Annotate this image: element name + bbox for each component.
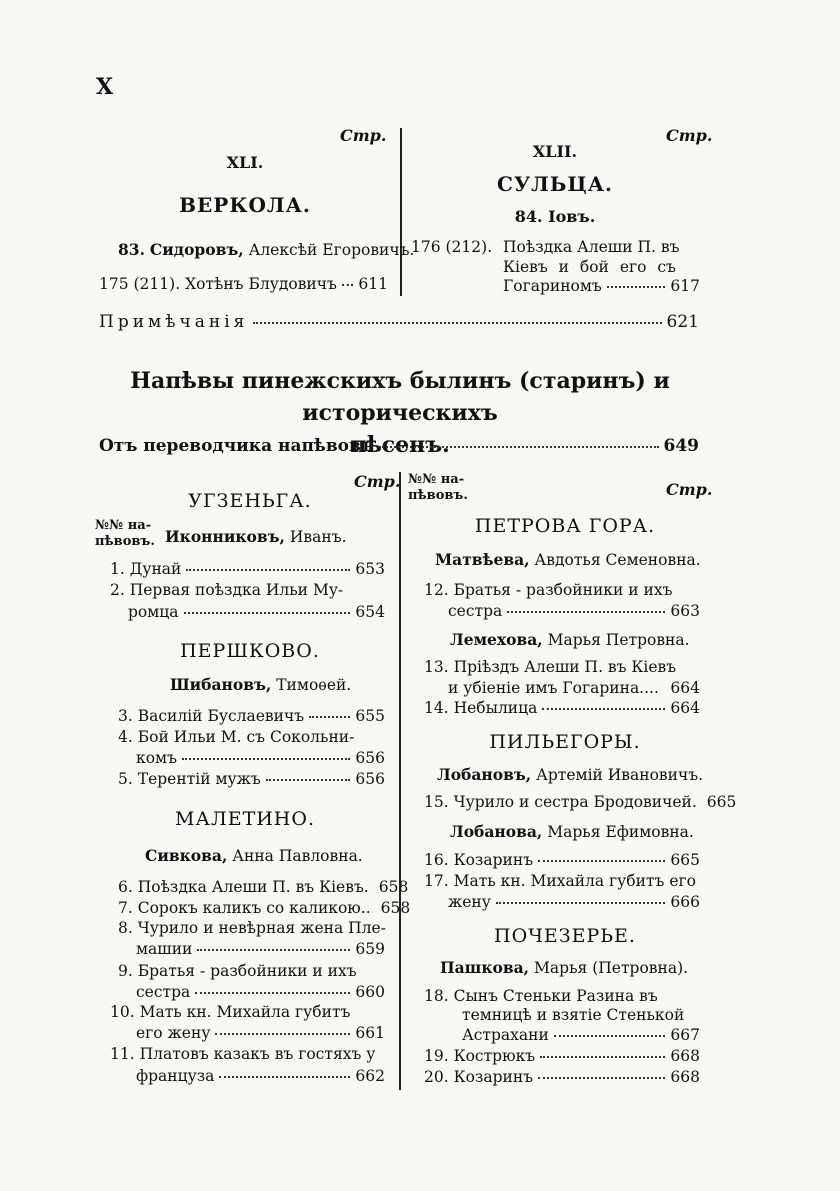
entry-number: 9. — [118, 962, 133, 980]
leader-dots — [197, 949, 350, 951]
page-label-right: Стр. — [666, 480, 713, 499]
toc-entry-18-line1 — [424, 987, 658, 1005]
toc-entry-20 — [424, 1068, 700, 1086]
toc-entry-12-line1 — [424, 581, 672, 599]
toc-entry-1 — [110, 560, 385, 578]
leader-dots — [342, 284, 354, 286]
singer-given-name: Анна Павловна. — [232, 847, 363, 865]
toc-entry-11-line2 — [136, 1067, 385, 1085]
entry-page: 662 — [355, 1067, 385, 1085]
top-column-divider — [400, 128, 402, 296]
leader-dots — [538, 860, 665, 862]
entry-176-text1: Поѣздка Алеши П. въ — [503, 238, 680, 256]
singer-sidorov — [118, 240, 414, 259]
leader-dots — [309, 716, 350, 718]
entry-number: 7. — [118, 899, 133, 917]
toc-entry-13-line2 — [448, 679, 700, 697]
entry-page: 661 — [355, 1024, 385, 1042]
entry-title: Небылица — [453, 699, 538, 717]
entry-page: 663 — [670, 602, 700, 620]
entry-page: 660 — [355, 983, 385, 1001]
entry-176-text3: Гогариномъ — [503, 277, 602, 295]
singer-iov: 84. Іовъ. — [514, 207, 596, 226]
entry-title: Кострюкъ — [453, 1047, 536, 1065]
singer-surname: Иконниковъ, — [165, 527, 285, 546]
entry-page: 659 — [355, 940, 385, 958]
entry-number: 16. — [424, 851, 449, 869]
entry-number: 4. — [118, 728, 133, 746]
entry-number: 12. — [424, 581, 449, 599]
leader-dots — [542, 708, 665, 710]
page-label-top-right: Стр. — [666, 126, 713, 145]
leader-dots — [215, 1033, 350, 1035]
village-heading-verkola: ВЕРКОЛА. — [179, 193, 311, 217]
entry-176-line3 — [503, 277, 700, 295]
entry-title: Чурило и невѣрная жена Пле- — [137, 919, 386, 937]
entry-title: Сынъ Стеньки Разина въ — [453, 987, 658, 1005]
toc-entry-9-line2 — [136, 983, 385, 1001]
toc-entry-11-line1 — [110, 1045, 375, 1063]
entry-title: Мать кн. Михайла губитъ — [139, 1003, 351, 1021]
singer-matveeva — [435, 550, 701, 569]
toc-entry-5 — [118, 770, 385, 788]
village-heading-pochezere: ПОЧЕЗЕРЬЕ. — [494, 925, 636, 947]
entry-title-cont: француза — [136, 1067, 215, 1085]
entry-page: 658 — [380, 899, 411, 917]
entry-page: 655 — [355, 707, 385, 725]
entry-title: Мать кн. Михайла губитъ его — [453, 872, 696, 890]
entry-number: 2. — [110, 581, 125, 599]
num-header-line2: пѣвовъ. — [95, 534, 155, 549]
toc-entry-6 — [118, 878, 409, 896]
singer-pashkova — [440, 958, 688, 977]
toc-entry-16 — [424, 851, 700, 869]
entry-page: 668 — [670, 1047, 700, 1065]
village-heading-sultsa: СУЛЬЦА. — [497, 172, 613, 196]
toc-entry-4-line1 — [118, 728, 354, 746]
entry-176-number: 176 (212). — [411, 238, 493, 256]
entry-title-cont: сестра — [448, 602, 503, 620]
entry-title-cont: его жену — [136, 1024, 211, 1042]
num-header-line2: пѣвовъ. — [408, 488, 468, 503]
singer-given-name: Марья (Петровна). — [534, 959, 689, 977]
notes-label: Примѣчанія — [99, 312, 249, 332]
entry-number: 20. — [424, 1068, 449, 1086]
entry-page: 667 — [670, 1026, 700, 1044]
section-numeral-xlii: XLII. — [532, 142, 578, 161]
entry-title: Сорокъ каликъ со каликою.. — [137, 899, 371, 917]
entry-number: 10. — [110, 1003, 135, 1021]
leader-dots — [538, 1077, 665, 1079]
singer-surname: Лобановъ, — [437, 765, 532, 784]
leader-dots — [253, 322, 661, 324]
num-header-left — [95, 518, 155, 550]
toc-entry-175 — [99, 275, 388, 293]
translator-entry — [99, 436, 699, 456]
entry-title: Козаринъ — [453, 851, 534, 869]
entry-number: 3. — [118, 707, 133, 725]
entry-title: Бой Ильи М. съ Сокольни- — [137, 728, 355, 746]
village-heading-ugzenga: УГЗЕНЬГА. — [188, 490, 312, 512]
entry-title-cont: машии — [136, 940, 193, 958]
num-header-line1: №№ на- — [95, 518, 152, 533]
singer-given-name: Алексѣй Егоровичъ. — [248, 241, 415, 259]
singer-given-name: Иванъ. — [289, 528, 347, 546]
toc-entry-10-line2 — [136, 1024, 385, 1042]
toc-entry-2-line1 — [110, 581, 343, 599]
translator-label: Отъ переводчика напѣвовъ — [99, 436, 374, 456]
entry-title: Братья - разбойники и ихъ — [137, 962, 357, 980]
entry-title-cont: ромца — [128, 603, 179, 621]
num-header-right — [408, 472, 468, 504]
entry-number: 175 (211). — [99, 275, 181, 293]
entry-title: Поѣздка Алеши П. въ Кіевъ. — [137, 878, 369, 896]
village-heading-petrova-gora: ПЕТРОВА ГОРА. — [474, 515, 656, 537]
singer-number: 83. — [118, 240, 145, 259]
entry-176-line2: Кіевъ и бой его съ — [503, 258, 676, 276]
entry-title-cont: сестра — [136, 983, 191, 1001]
toc-entry-2-line2 — [128, 603, 385, 621]
leader-dots — [496, 902, 666, 904]
singer-surname: Лемехова, — [450, 630, 543, 649]
toc-entry-7 — [118, 899, 411, 917]
entry-page: 668 — [670, 1068, 700, 1086]
section-title-line1: Напѣвы пинежскихъ былинъ (старинъ) и историческихъ — [130, 368, 670, 426]
leader-dots — [540, 1056, 665, 1058]
section-title-line2: пѣсенъ. — [350, 432, 450, 458]
entry-176-page: 617 — [670, 277, 700, 295]
page-label-top-left: Стр. — [340, 126, 387, 145]
notes-entry — [99, 312, 699, 332]
entry-number: 14. — [424, 699, 449, 717]
section-numeral-xli: XLI. — [226, 153, 264, 172]
toc-entry-10-line1 — [110, 1003, 350, 1021]
singer-given-name: Марья Петровна. — [547, 631, 690, 649]
entry-number: 1. — [110, 560, 125, 578]
entry-title: Братья - разбойники и ихъ — [453, 581, 673, 599]
entry-page: 665 — [706, 793, 737, 811]
singer-lemekhova — [450, 630, 690, 649]
entry-number: 13. — [424, 658, 449, 676]
singer-surname: Сивкова, — [145, 846, 228, 865]
num-header-line1: №№ на- — [408, 472, 465, 487]
toc-entry-19 — [424, 1047, 700, 1065]
toc-entry-13-line1 — [424, 658, 676, 676]
entry-number: 8. — [118, 919, 133, 937]
entry-title-cont: Астрахани — [462, 1026, 549, 1044]
toc-entry-8-line1 — [118, 919, 386, 937]
leader-dots — [554, 1035, 666, 1037]
entry-title-cont: и убіеніе имъ Гогарина.... — [448, 679, 659, 697]
entry-page: 653 — [355, 560, 385, 578]
entry-title: Дунай — [129, 560, 182, 578]
entry-title: Пріѣздъ Алеши П. въ Кіевъ — [453, 658, 677, 676]
toc-entry-14 — [424, 699, 700, 717]
entry-title: Терентій мужъ — [137, 770, 261, 788]
entry-page: 611 — [358, 275, 388, 293]
toc-entry-18-line3 — [462, 1026, 700, 1044]
leader-dots — [266, 779, 351, 781]
entry-176-line1 — [503, 238, 700, 256]
singer-lobanov — [437, 765, 703, 784]
entry-page: 665 — [670, 851, 700, 869]
entry-title-cont: жену — [448, 893, 491, 911]
entry-number: 15. — [424, 793, 449, 811]
entry-title: Хотѣнъ Блудовичъ — [185, 275, 337, 293]
toc-entry-18-line2: темницѣ и взятіе Стенькой — [462, 1006, 685, 1024]
leader-dots — [186, 569, 350, 571]
singer-surname: Лобанова, — [450, 822, 543, 841]
leader-dots — [184, 612, 351, 614]
singer-ikonnikov — [165, 527, 347, 546]
entry-number: 17. — [424, 872, 449, 890]
singer-lobanova — [450, 822, 694, 841]
entry-number: 19. — [424, 1047, 449, 1065]
toc-entry-8-line2 — [136, 940, 385, 958]
singer-given-name: Артемій Ивановичъ. — [536, 766, 704, 784]
page-number: X — [96, 74, 114, 100]
entry-page: 664 — [670, 679, 700, 697]
toc-entry-17-line2 — [448, 893, 700, 911]
entry-title: Платовъ казакъ въ гостяхъ у — [139, 1045, 376, 1063]
leader-dots — [379, 446, 659, 448]
entry-title: Первая поѣздка Ильи Му- — [129, 581, 344, 599]
translator-page: 649 — [663, 436, 699, 456]
village-heading-pilegory: ПИЛЬЕГОРЫ. — [489, 731, 641, 753]
entry-page: 666 — [670, 893, 700, 911]
toc-entry-12-line2 — [448, 602, 700, 620]
singer-surname: Пашкова, — [440, 958, 530, 977]
leader-dots — [182, 758, 350, 760]
bottom-column-divider — [399, 472, 401, 1090]
notes-page: 621 — [666, 312, 699, 332]
toc-entry-4-line2 — [136, 749, 385, 767]
entry-title-cont: комъ — [136, 749, 177, 767]
singer-given-name: Тимоѳей. — [276, 676, 352, 694]
entry-page: 656 — [355, 749, 385, 767]
singer-given-name: Авдотья Семеновна. — [534, 551, 701, 569]
entry-number: 6. — [118, 878, 133, 896]
entry-number: 18. — [424, 987, 449, 1005]
toc-entry-3 — [118, 707, 385, 725]
leader-dots — [607, 286, 666, 288]
singer-surname: Сидоровъ, — [149, 240, 244, 259]
village-heading-maletino: МАЛЕТИНО. — [175, 808, 315, 830]
entry-number: 5. — [118, 770, 133, 788]
toc-entry-15 — [424, 793, 737, 811]
leader-dots — [195, 992, 350, 994]
toc-entry-9-line1 — [118, 962, 357, 980]
entry-page: 654 — [355, 603, 385, 621]
singer-given-name: Марья Ефимовна. — [547, 823, 694, 841]
singer-surname: Шибановъ, — [170, 675, 272, 694]
entry-page: 664 — [670, 699, 700, 717]
entry-number: 11. — [110, 1045, 135, 1063]
entry-page: 658 — [378, 878, 409, 896]
leader-dots — [219, 1076, 350, 1078]
entry-title: Василій Буслаевичъ — [137, 707, 305, 725]
entry-title: Козаринъ — [453, 1068, 534, 1086]
singer-sivkova — [145, 846, 363, 865]
entry-page: 656 — [355, 770, 385, 788]
leader-dots — [507, 611, 665, 613]
entry-title: Чурило и сестра Бродовичей. — [453, 793, 697, 811]
page-label-left: Стр. — [354, 472, 401, 491]
singer-shibanov — [170, 675, 351, 694]
village-heading-pershkovo: ПЕРШКОВО. — [180, 640, 320, 662]
singer-surname: Матвѣева, — [435, 550, 530, 569]
toc-entry-17-line1 — [424, 872, 696, 890]
